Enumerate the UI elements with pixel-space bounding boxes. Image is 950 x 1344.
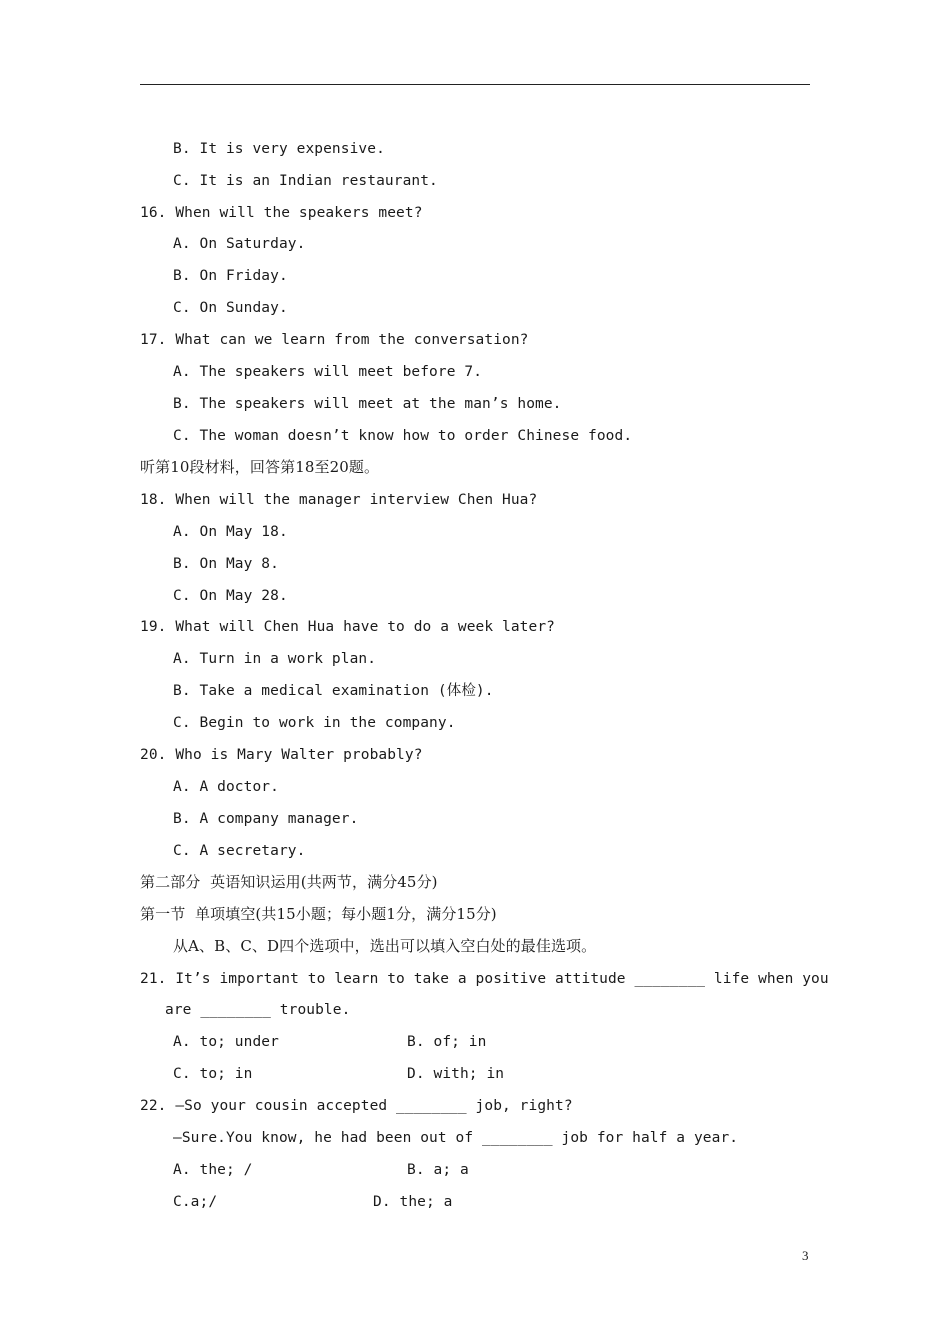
question-line: 20. Who is Mary Walter probably? [140,747,423,763]
question-line: 16. When will the speakers meet? [140,205,423,221]
option-line: B. It is very expensive. [173,141,385,157]
option-line: A. the; / [173,1162,253,1178]
option-line: A. The speakers will meet before 7. [173,364,483,380]
option-line: C. to; in [173,1066,253,1082]
option-line: C. Begin to work in the company. [173,715,456,731]
section-instruction: 听第10段材料，回答第18至20题。 [140,458,380,476]
option-line: B. of; in [407,1034,487,1050]
option-line: A. On Saturday. [173,236,306,252]
question-line: 18. When will the manager interview Chen Hua? [140,492,538,508]
option-line: A. Turn in a work plan. [173,651,377,667]
question-continuation: are ________ trouble. [165,1002,351,1018]
option-line: C. On Sunday. [173,300,288,316]
option-line: A. A doctor. [173,779,279,795]
option-line: D. with; in [407,1066,505,1082]
option-line: B. Take a medical examination (体检). [173,683,494,699]
option-line: B. On Friday. [173,268,288,284]
option-line: D. the; a [373,1194,453,1210]
option-line: C. It is an Indian restaurant. [173,173,438,189]
header-rule [140,84,810,85]
option-line: B. On May 8. [173,556,279,572]
option-line: A. On May 18. [173,524,288,540]
page-number: 3 [802,1248,809,1263]
question-line: 22. —So your cousin accepted ________ job, right? [140,1098,573,1114]
option-line: C. The woman doesn’t know how to order Chinese food. [173,428,633,444]
dialogue-line: —Sure.You know, he had been out of ________ job for half a year. [173,1130,739,1146]
question-line: 19. What will Chen Hua have to do a week later? [140,619,555,635]
question-line: 17. What can we learn from the conversation? [140,332,529,348]
option-line: A. to; under [173,1034,279,1050]
section-heading: 第一节 单项填空(共15小题；每小题1分，满分15分) [140,905,497,923]
option-line: C.a;/ [173,1194,218,1210]
part-heading: 第二部分 英语知识运用(共两节，满分45分) [140,873,438,891]
option-line: B. A company manager. [173,811,359,827]
option-line: B. The speakers will meet at the man’s home. [173,396,562,412]
section-instruction: 从A、B、C、D四个选项中，选出可以填入空白处的最佳选项。 [173,937,597,955]
option-line: C. On May 28. [173,588,288,604]
option-line: B. a; a [407,1162,469,1178]
question-line: 21. It’s important to learn to take a positive attitude ________ life when you [140,971,829,987]
option-line: C. A secretary. [173,843,306,859]
